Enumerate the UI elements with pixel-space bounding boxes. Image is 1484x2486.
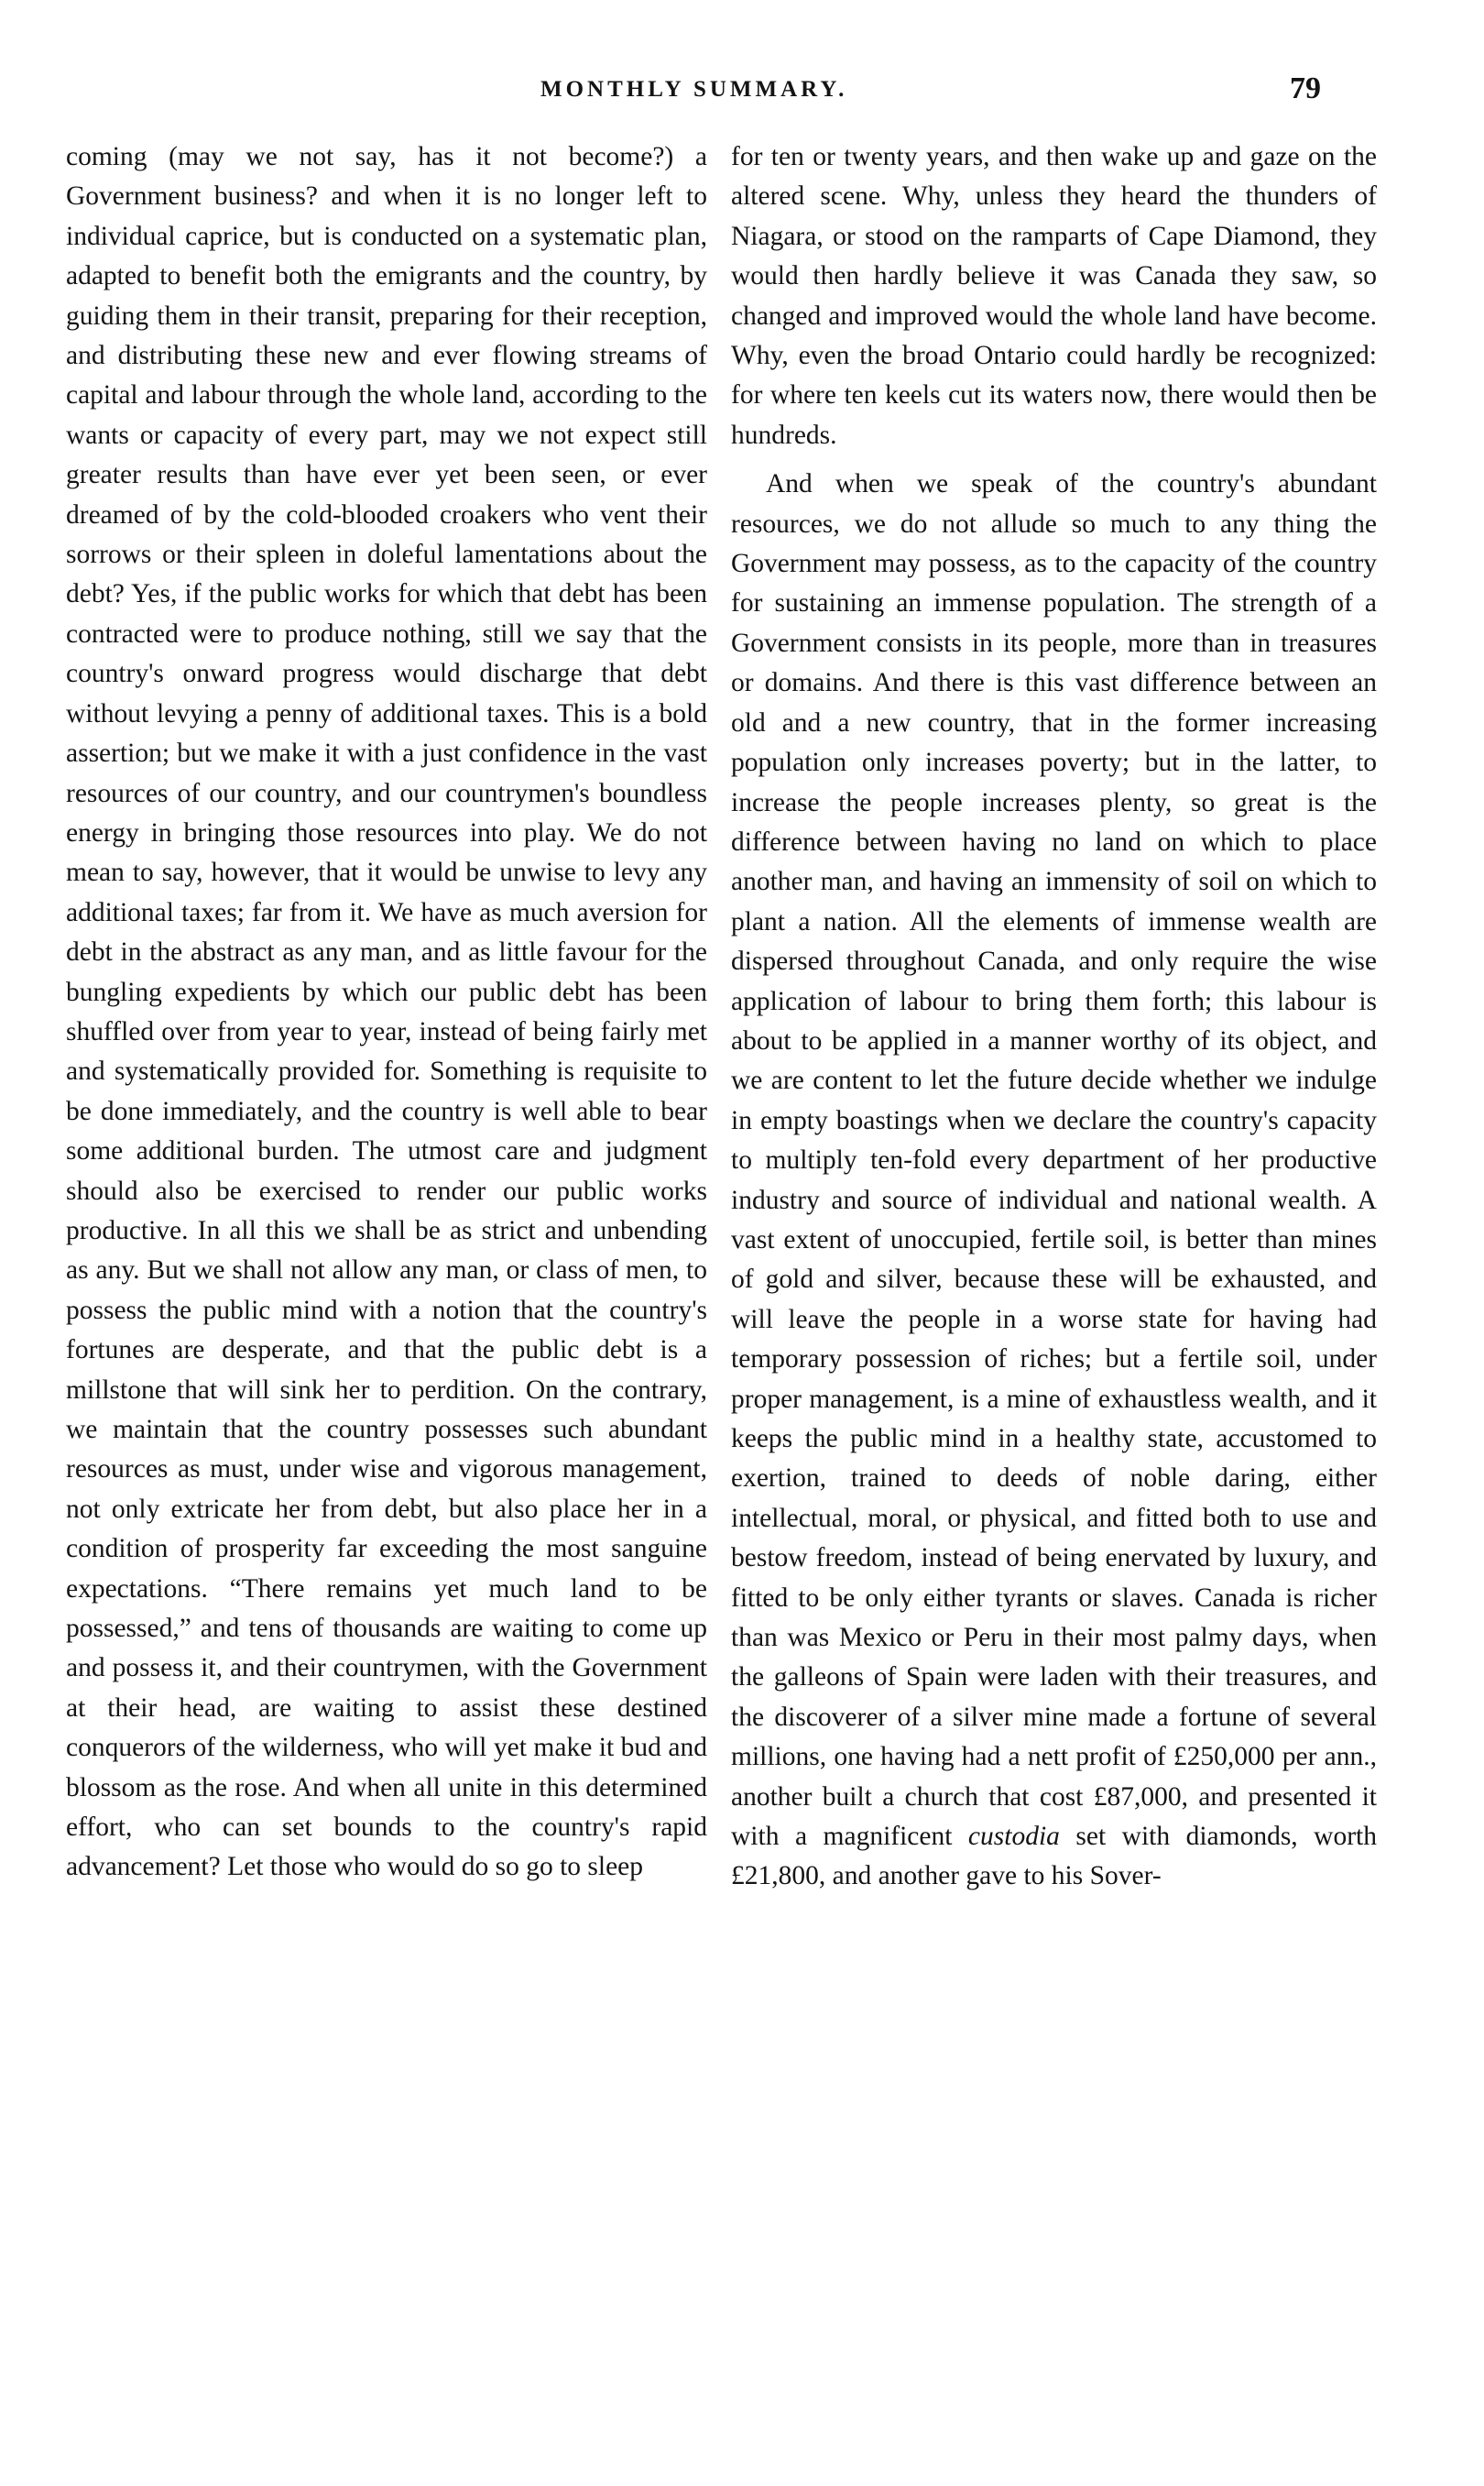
right-paragraph-2-tail: set with diamonds, worth £21,800, and another gave to his Sover- [731, 1822, 1377, 1891]
left-paragraph: coming (may we not say, has it not become?) a Government business? and when it is no longer left to individual caprice, but is conducted on a systematic plan, adapted to benefit both the emigrants and the country, by guiding them in their transit, preparing for their reception, and distributing these new and ever flowing streams of capital and labour through the whole land, according to the wants or capacity of every part, may we not expect still greater results than have ever yet been seen, or ever dreamed of by the cold-blooded croakers who vent their sorrows or their spleen in doleful lamentations about the debt? Yes, if the public works for which that debt has been contracted were to produce nothing, still we say that the country's onward progress would discharge that debt without levying a penny of additional taxes. This is a bold assertion; but we make it with a just confidence in the vast resources of our country, and our countrymen's boundless energy in bringing those resources into play. We do not mean to say, however, that it would be unwise to levy any additional taxes; far from it. We have as much aversion for debt in the abstract as any man, and as little favour for the bungling expedients by which our public debt has been shuffled over from year to year, instead of being fairly met and systematically provided for. Something is requisite to be done immediately, and the country is well able to bear some additional burden. The utmost care and judgment should also be exercised to render our public works productive. In all this we shall be as strict and unbending as any. But we shall not allow any man, or class of men, to possess the public mind with a notion that the country's fortunes are desperate, and that the public debt is a millstone that will sink her to perdition. On the contrary, we maintain that the country possesses such abundant resources as must, under wise and vigorous management, not only extricate her from debt, but also place her in a condition of prosperity far exceeding the most sanguine expectations. “There remains yet much land to be possessed,” and tens of thousands are waiting to come up and possess it, and their countrymen, with the Government at their head, are waiting to assist these destined conquerors of the wilderness, who will yet make it bud and blossom as the rose. And when all unite in this determined effort, who can set bounds to the country's rapid advancement? Let those who would do so go to sleep [66, 142, 707, 1882]
right-paragraph-2 [731, 465, 1377, 1897]
page-number: 79 [1290, 71, 1321, 105]
running-head-title: MONTHLY SUMMARY. [540, 77, 848, 102]
right-paragraph-1: for ten or twenty years, and then wake up and gaze on the altered scene. Why, unless they heard the thunders of Niagara, or stood on the ramparts of Cape Diamond, they would then hardly believe it was Canada they saw, so changed and improved would the whole land have become. Why, even the broad Ontario could hardly be recognized: for where ten keels cut its waters now, there would then be hundreds. [731, 142, 1377, 450]
custodia-italic: custodia [967, 1822, 1060, 1852]
right-column [731, 137, 1377, 1897]
left-column [66, 137, 707, 1888]
running-head [0, 71, 1484, 108]
right-paragraph-2-text: And when we speak of the country's abundant resources, we do not allude so much to any thing the Government may possess, as to the capacity of the country for sustaining an immense population. The strength of a Government consists in its people, more than in treasures or domains. And there is this vast difference between an old and a new country, that in the former increasing population only increases poverty; but in the latter, to increase the people increases plenty, so great is the difference between having no land on which to place another man, and having an immensity of soil on which to plant a nation. All the elements of immense wealth are dispersed throughout Canada, and only require the wise application of labour to bring them forth; this labour is about to be applied in a manner worthy of its object, and we are content to let the future decide whether we indulge in empty boastings when we declare the country's capacity to multiply ten-fold every department of her productive industry and source of individual and national wealth. A vast extent of unoccupied, fertile soil, is better than mines of gold and silver, because these will be exhausted, and will leave the people in a worse state for having had temporary possession of riches; but a fertile soil, under proper management, is a mine of exhaustless wealth, and it keeps the public mind in a healthy state, accustomed to exertion, trained to deeds of noble daring, either intellectual, moral, or physical, and fitted both to use and bestow freedom, instead of being enervated by luxury, and fitted to be only either tyrants or slaves. Canada is richer than was Mexico or Peru in their most palmy days, when the galleons of Spain were laden with their treasures, and the discoverer of a silver mine made a fortune of several millions, one having had a nett profit of £250,000 per ann., another built a church that cost £87,000, and presented it with a magnificent [731, 469, 1377, 1852]
